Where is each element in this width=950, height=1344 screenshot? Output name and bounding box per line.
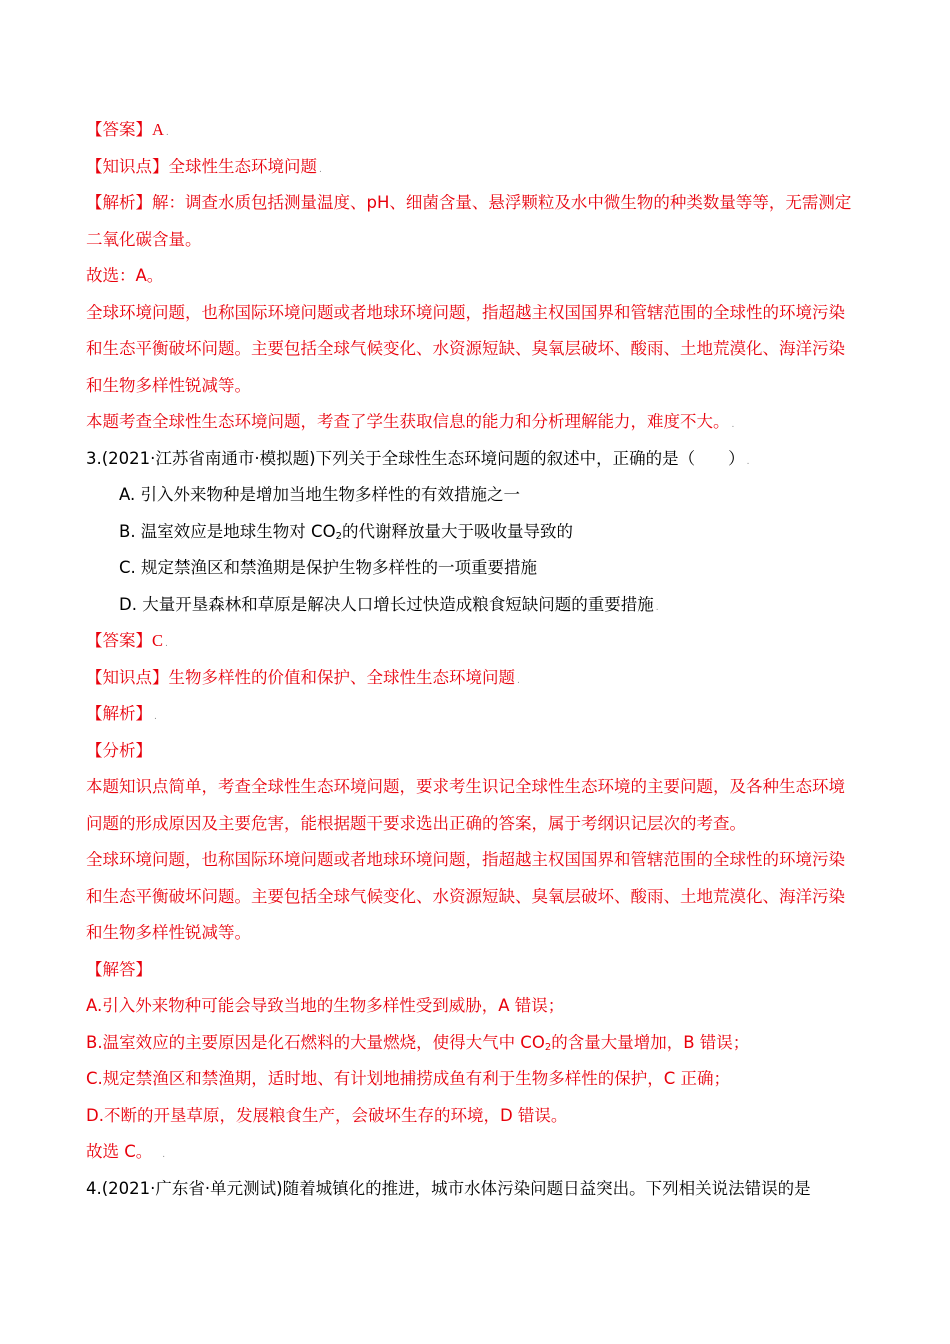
q3-jieda-c: [86, 1061, 866, 1098]
q2-summary-line: [86, 404, 866, 441]
q3-choice-line: [86, 1134, 866, 1171]
q3-jieda-c-text: C.规定禁渔区和禁渔期，适时地、有计划地捕捞成鱼有利于生物多样性的保护，C 正确；: [86, 1069, 731, 1088]
q3-option-d: [86, 587, 866, 624]
q3-option-c: [86, 550, 866, 587]
q2-analysis-label: 【解析】: [86, 193, 152, 212]
q3-fenxi-label: 【分析】: [86, 740, 152, 760]
q2-global-line-3: [86, 368, 866, 405]
paragraph-mark: .: [319, 164, 322, 175]
q3-option-a: [86, 477, 866, 514]
q3-jieda-d: [86, 1098, 866, 1135]
q3-analysis-label: 【解析】: [86, 704, 152, 723]
paragraph-mark: .: [731, 420, 735, 430]
q3-kp-value: 生物多样性的价值和保护、全球性生态环境问题: [168, 667, 515, 687]
q2-kp-label: 【知识点】: [86, 156, 169, 176]
q2-knowledge-point-line: [86, 149, 866, 186]
paragraph-mark: .: [154, 712, 157, 722]
q3-knowledge-point-line: [86, 660, 866, 697]
paragraph-mark: .: [165, 639, 168, 649]
q3-kp-label: 【知识点】: [86, 667, 169, 687]
q2-choice-text: 故选：A。: [86, 266, 164, 285]
document-page: [86, 112, 866, 1207]
q2-global-text-2: 和生态平衡破坏问题。主要包括全球气候变化、水资源短缺、臭氧层破坏、酸雨、土地荒漠化、海洋污染: [86, 339, 845, 358]
q3-fenxi-line-1: [86, 769, 866, 806]
q2-kp-value: 全球性生态环境问题: [168, 156, 317, 176]
paragraph-mark: .: [517, 675, 520, 686]
q3-global-line-1: [86, 842, 866, 879]
q3-jieda-label: 【解答】: [86, 959, 152, 979]
q3-analysis-line: [86, 696, 866, 733]
q2-global-line-2: [86, 331, 866, 368]
q3-fenxi-text-1: 本题知识点简单，考查全球性生态环境问题，要求考生识记全球性生态环境的主要问题，及各种生态环境: [86, 777, 845, 796]
q3-answer-label: 【答案】: [86, 631, 152, 650]
paragraph-mark: .: [165, 128, 169, 138]
q3-global-text-2: 和生态平衡破坏问题。主要包括全球气候变化、水资源短缺、臭氧层破坏、酸雨、土地荒漠化、海洋污染: [86, 886, 845, 906]
q3-stem-text: 3.(2021·江苏省南通市·模拟题)下列关于全球性生态环境问题的叙述中，正确的是（ ）: [86, 448, 745, 468]
q3-jieda-b-text-post: 的含量大量增加，B 错误；: [551, 1032, 750, 1052]
paragraph-mark: .: [162, 1150, 166, 1160]
q3-global-text-3: 和生物多样性锐减等。: [86, 923, 251, 942]
q3-stem-line: [86, 441, 866, 478]
q2-global-line-1: [86, 295, 866, 332]
q2-answer-value: A: [152, 120, 164, 139]
q2-analysis-line-1: [86, 185, 866, 222]
q2-answer-line: [86, 112, 866, 149]
q4-stem-text: 4.(2021·广东省·单元测试)随着城镇化的推进，城市水体污染问题日益突出。下列相关说法错误的是: [86, 1178, 811, 1198]
q3-option-b-text-pre: B. 温室效应是地球生物对 CO: [119, 521, 336, 541]
q2-analysis-line-2: [86, 222, 866, 259]
q3-global-text-1: 全球环境问题，也称国际环境问题或者地球环境问题，指超越主权国国界和管辖范围的全球性的环境污染: [86, 850, 845, 869]
q3-choice-text: 故选 C。: [86, 1142, 153, 1161]
q3-global-line-2: [86, 879, 866, 916]
q3-option-c-text: C. 规定禁渔区和禁渔期是保护生物多样性的一项重要措施: [119, 558, 538, 577]
q3-option-d-text: D. 大量开垦森林和草原是解决人口增长过快造成粮食短缺问题的重要措施: [119, 594, 654, 614]
q2-global-text-3: 和生物多样性锐减等。: [86, 375, 251, 395]
q3-jieda-label-line: [86, 952, 866, 989]
q3-fenxi-label-line: [86, 733, 866, 770]
q3-answer-line: [86, 623, 866, 660]
q3-fenxi-line-2: [86, 806, 866, 843]
paragraph-mark: .: [655, 602, 659, 613]
q3-jieda-a-text: A.引入外来物种可能会导致当地的生物多样性受到威胁，A 错误；: [86, 996, 565, 1015]
paragraph-mark: .: [746, 456, 750, 467]
q3-jieda-d-text: D.不断的开垦草原，发展粮食生产，会破坏生存的环境，D 错误。: [86, 1105, 568, 1125]
q3-jieda-b: [86, 1025, 866, 1062]
q2-answer-label: 【答案】: [86, 120, 152, 139]
q3-jieda-b-subscript: 2: [544, 1041, 552, 1053]
q3-option-a-text: A. 引入外来物种是增加当地生物多样性的有效措施之一: [119, 485, 520, 504]
q3-option-b: [86, 514, 866, 551]
q4-stem-line: [86, 1171, 866, 1208]
q3-answer-value: C: [152, 631, 164, 650]
q3-option-b-text-post: 的代谢释放量大于吸收量导致的: [341, 521, 573, 541]
q2-choice-line: [86, 258, 866, 295]
q3-global-line-3: [86, 915, 866, 952]
q3-option-b-subscript: 2: [335, 530, 342, 542]
q2-analysis-text-1: 解：调查水质包括测量温度、pH、细菌含量、悬浮颗粒及水中微生物的种类数量等等，无需测定: [152, 193, 852, 212]
q3-fenxi-text-2: 问题的形成原因及主要危害，能根据题干要求选出正确的答案，属于考纲识记层次的考查。: [86, 813, 746, 833]
q3-jieda-a: [86, 988, 866, 1025]
q2-global-text-1: 全球环境问题，也称国际环境问题或者地球环境问题，指超越主权国国界和管辖范围的全球性的环境污染: [86, 302, 845, 322]
q2-analysis-text-2: 二氧化碳含量。: [86, 229, 202, 249]
q2-summary-text: 本题考查全球性生态环境问题，考查了学生获取信息的能力和分析理解能力，难度不大。: [86, 412, 730, 431]
q3-jieda-b-text-pre: B.温室效应的主要原因是化石燃料的大量燃烧，使得大气中 CO: [86, 1032, 545, 1052]
